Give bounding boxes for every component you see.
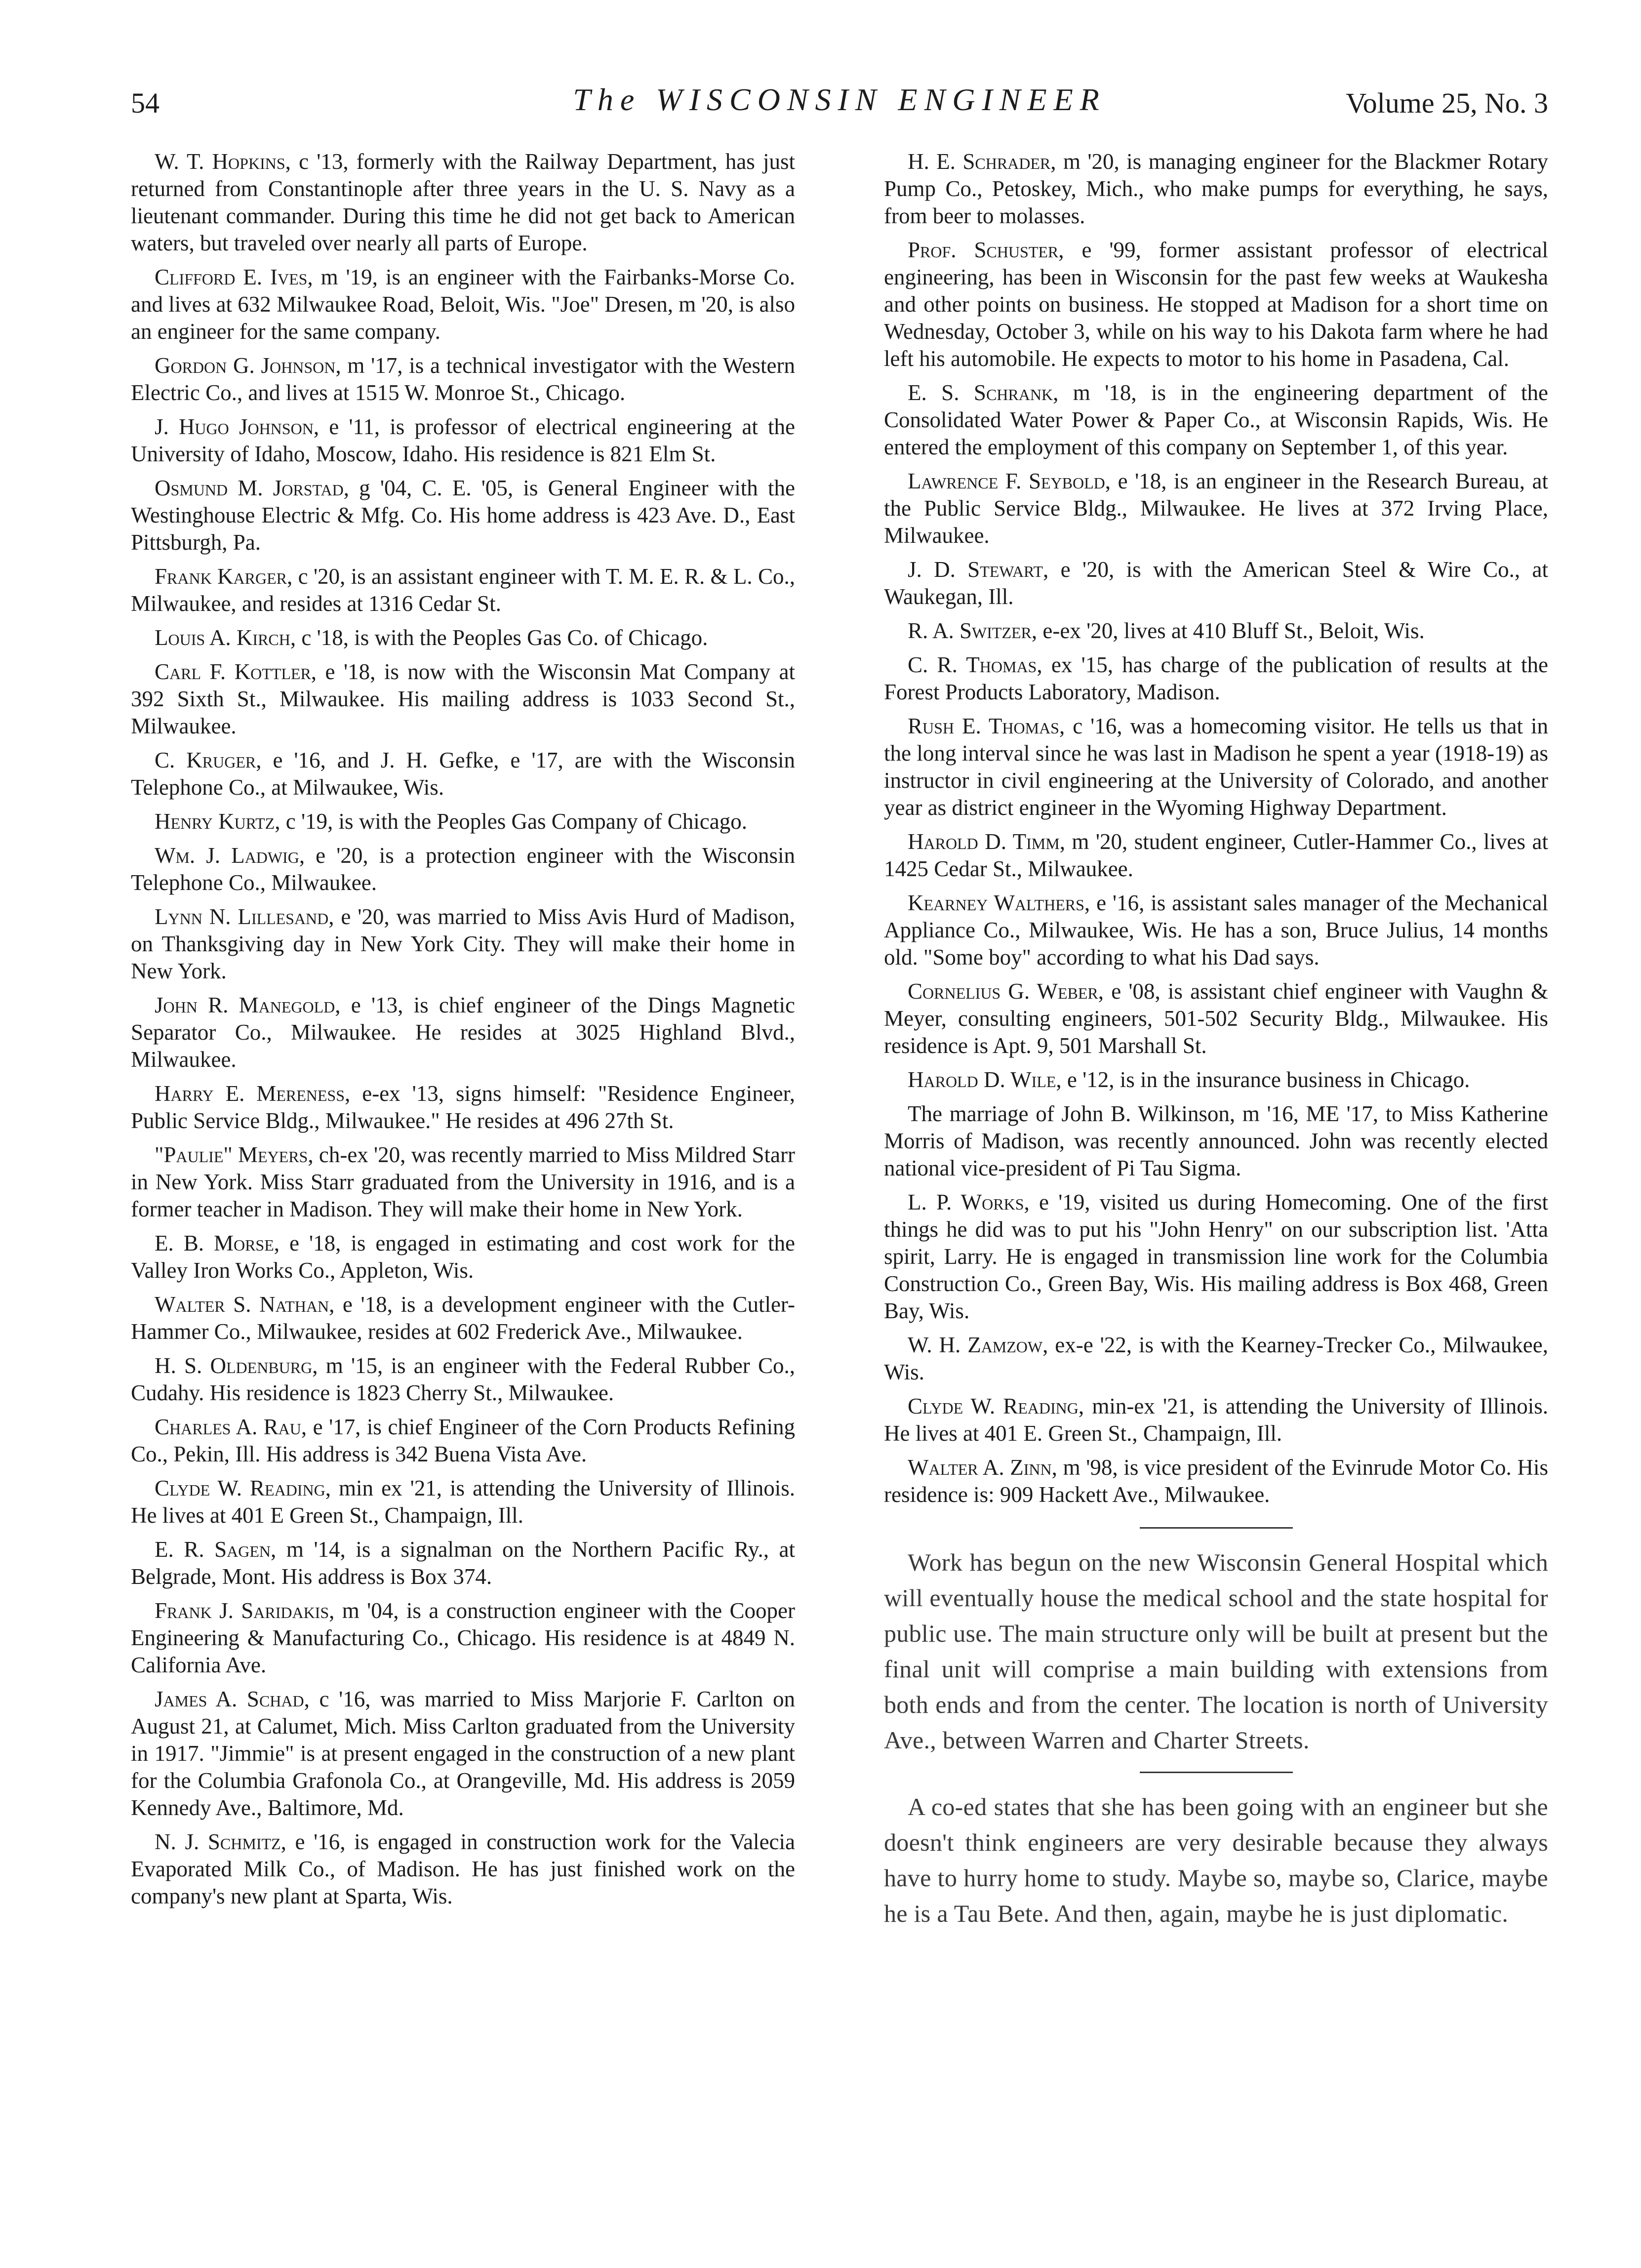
alumni-name: Clyde W. Reading	[908, 1394, 1079, 1418]
alumni-name: Prof. Schuster	[908, 238, 1059, 262]
alumni-name: C. R. Thomas	[908, 652, 1037, 677]
alumni-name: Cornelius G. Weber	[908, 979, 1098, 1004]
alumni-text: , m '18, is in the engineering department of the Consolidated Water Power & Paper Co., at Wisconsin Rapids, Wis. He entered the employment of this company on September 1, of this year.	[884, 380, 1549, 459]
hospital-note: Work has begun on the new Wisconsin General Hospital which will eventually house the medical school and the state hospital for public use. The main structure only will be built at present but the final unit will comprise a main building with extensions from both ends and from the center. The location is north of University Ave., between Warren and Charter Streets.	[884, 1548, 1548, 1754]
alumni-text: The marriage of John B. Wilkinson, m '16, ME '17, to Miss Katherine Morris of Madison, was recently announced. John was recently elected national vice-president of Pi Tau Sigma.	[884, 1101, 1548, 1180]
alumni-entry	[131, 1080, 795, 1134]
alumni-text: , e '08, is assistant chief engineer with Vaughn & Meyer, consulting engineers, 501-502 Security Bldg., Milwaukee. His residence is Apt. 9, 501 Marshall St.	[884, 979, 1548, 1058]
alumni-text: , m '15, is an engineer with the Federal Rubber Co., Cudahy. His residence is 1823 Cherry St., Milwaukee.	[131, 1353, 795, 1405]
alumni-entry	[131, 658, 795, 740]
alumni-name: L. P. Works	[908, 1190, 1024, 1215]
alumni-entry	[131, 992, 795, 1073]
alumni-name: Walter A. Zinn	[908, 1455, 1052, 1480]
alumni-entry	[884, 1393, 1548, 1447]
alumni-text: , e-ex '13, signs himself: "Residence Engineer, Public Service Bldg., Milwaukee." He resides at 496 27th St.	[131, 1081, 796, 1133]
alumni-name: Walter S. Nathan	[155, 1292, 329, 1317]
alumni-entry	[131, 1536, 795, 1590]
alumni-name: H. S. Oldenburg	[155, 1353, 313, 1378]
alumni-entry	[131, 1597, 795, 1679]
alumni-name: W. T. Hopkins	[155, 149, 285, 174]
alumni-name: "Paulie" Meyers	[155, 1142, 308, 1167]
alumni-text: , e '11, is professor of electrical engineering at the University of Idaho, Moscow, Idaho. His residence is 821 Elm St.	[131, 414, 795, 466]
alumni-name: Frank Karger	[155, 564, 287, 589]
alumni-entry	[884, 556, 1548, 610]
alumni-entry	[131, 808, 795, 835]
alumni-entry	[884, 148, 1548, 230]
alumni-entry	[131, 842, 795, 896]
alumni-entry	[131, 413, 795, 468]
alumni-entry	[131, 1141, 795, 1223]
alumni-entry	[131, 1828, 795, 1910]
alumni-name: J. Hugo Johnson	[155, 414, 314, 439]
alumni-text: , e '20, is a protection engineer with the Wisconsin Telephone Co., Milwaukee.	[131, 843, 795, 895]
alumni-text: , ex '15, has charge of the publication of results at the Forest Products Laboratory, Madison.	[884, 652, 1548, 704]
alumni-entry	[131, 1414, 795, 1468]
alumni-text: , e '20, was married to Miss Avis Hurd of Madison, on Thanksgiving day in New York City. They will make their home in New York.	[131, 904, 796, 983]
alumni-text: , e '18, is an engineer in the Research Bureau, at the Public Service Bldg., Milwaukee. He lives at 372 Irving Place, Milwaukee.	[884, 469, 1548, 548]
alumni-entry	[884, 1332, 1548, 1386]
alumni-name: Frank J. Saridakis	[155, 1598, 329, 1623]
alumni-entry	[884, 1454, 1548, 1508]
alumni-name: W. H. Zamzow	[908, 1333, 1043, 1357]
alumni-text: , ch-ex '20, was recently married to Miss Mildred Starr in New York. Miss Starr graduated from the University in 1916, and is a former teacher in Madison. They will make their home in New York.	[131, 1142, 795, 1221]
alumni-text: , c '13, formerly with the Railway Department, has just returned from Constantinople after three years in the U. S. Navy as a lieutenant commander. During this time he did not get back to American waters, but traveled over nearly all parts of Europe.	[131, 149, 795, 255]
alumni-name: Osmund M. Jorstad	[155, 476, 344, 500]
right-column	[884, 148, 1548, 1931]
alumni-name: H. E. Schrader	[908, 149, 1051, 174]
alumni-name: Henry Kurtz	[155, 809, 275, 834]
alumni-name: Kearney Walthers	[908, 891, 1084, 915]
alumni-entry	[131, 1475, 795, 1529]
alumni-entry	[884, 617, 1548, 645]
alumni-entry	[131, 747, 795, 801]
alumni-entry	[884, 713, 1548, 821]
alumni-text: , e '12, is in the insurance business in Chicago.	[1056, 1067, 1470, 1092]
alumni-text: , m '20, is managing engineer for the Blackmer Rotary Pump Co., Petoskey, Mich., who make pumps for everything, he says, from beer to molasses.	[884, 149, 1548, 228]
alumni-entry	[884, 1189, 1548, 1325]
alumni-text: , g '04, C. E. '05, is General Engineer with the Westinghouse Electric & Mfg. Co. His home address is 423 Ave. D., East Pittsburgh, Pa.	[131, 476, 795, 555]
alumni-text: , c '16, was a homecoming visitor. He tells us that in the long interval since he was last in Madison he spent a year (1918-19) as instructor in civil engineering at the University of Colorado, and another year as district engineer in the Wyoming Highway Department.	[884, 714, 1548, 820]
alumni-entry	[131, 563, 795, 617]
alumni-name: Harry E. Mereness	[155, 1081, 345, 1106]
alumni-name: Carl F. Kottler	[155, 659, 311, 684]
alumni-entry	[131, 1352, 795, 1407]
alumni-entry	[131, 1230, 795, 1284]
alumni-text: , m '20, student engineer, Cutler-Hammer Co., lives at 1425 Cedar St., Milwaukee.	[884, 829, 1549, 881]
alumni-entry	[884, 890, 1548, 971]
alumni-entry	[884, 468, 1548, 549]
alumni-text: , m '98, is vice president of the Evinrude Motor Co. His residence is: 909 Hackett Ave., Milwaukee.	[884, 1455, 1548, 1507]
alumni-name: Harold D. Wile	[908, 1067, 1056, 1092]
alumni-text: , e '16, is engaged in construction work for the Valecia Evaporated Milk Co., of Madison. He has just finished work on the company's new plant at Sparta, Wis.	[131, 1829, 795, 1908]
alumni-text: , min ex '21, is attending the University of Illinois. He lives at 401 E Green St., Champaign, Ill.	[131, 1476, 795, 1528]
alumni-name: John R. Manegold	[155, 993, 335, 1017]
alumni-name: E. S. Schrank	[908, 380, 1053, 405]
alumni-text: , e '20, is with the American Steel & Wire Co., at Waukegan, Ill.	[884, 557, 1548, 609]
alumni-name: Wm. J. Ladwig	[155, 843, 299, 868]
alumni-name: E. B. Morse	[155, 1231, 274, 1256]
alumni-text: , m '04, is a construction engineer with the Cooper Engineering & Manufacturing Co., Chicago. His residence is at 4849 N. California Ave.	[131, 1598, 795, 1677]
alumni-text: , min-ex '21, is attending the University of Illinois. He lives at 401 E. Green St., Champaign, Ill.	[884, 1394, 1549, 1446]
alumni-text: , e '18, is a development engineer with the Cutler-Hammer Co., Milwaukee, resides at 602 Frederick Ave., Milwaukee.	[131, 1292, 795, 1344]
alumni-text: , c '19, is with the Peoples Gas Company of Chicago.	[275, 809, 747, 834]
alumni-text: , m '19, is an engineer with the Fairbanks-Morse Co. and lives at 632 Milwaukee Road, Beloit, Wis. "Joe" Dresen, m '20, is also an engineer for the same company.	[131, 265, 795, 344]
alumni-name: J. D. Stewart	[908, 557, 1043, 582]
alumni-text: , m '17, is a technical investigator with the Western Electric Co., and lives at 1515 W. Monroe St., Chicago.	[131, 353, 795, 405]
alumni-text: , e '99, former assistant professor of electrical engineering, has been in Wisconsin for the past few weeks at Waukesha and other points on business. He stopped at Madison for a short time on Wednesday, October 3, while on his way to his Dakota farm where he had left his automobile. He expects to motor to his home in Pasadena, Cal.	[884, 238, 1548, 371]
alumni-text: , e '19, visited us during Homecoming. One of the first things he did was to put his "John Henry" on our subscription list. 'Atta spirit, Larry. He is engaged in transmission line work for the Columbia Construction Co., Green Bay, Wis. His mailing address is Box 468, Green Bay, Wis.	[884, 1190, 1549, 1323]
alumni-entry	[884, 379, 1548, 461]
alumni-name: C. Kruger	[155, 748, 256, 772]
alumni-text: , c '20, is an assistant engineer with T. M. E. R. & L. Co., Milwaukee, and resides at 1316 Cedar St.	[131, 564, 796, 616]
divider	[1140, 1772, 1293, 1773]
alumni-entry	[884, 828, 1548, 883]
alumni-text: , e-ex '20, lives at 410 Bluff St., Beloit, Wis.	[1031, 618, 1425, 643]
left-column	[131, 148, 795, 1917]
alumni-text: , e '17, is chief Engineer of the Corn Products Refining Co., Pekin, Ill. His address is 342 Buena Vista Ave.	[131, 1415, 795, 1466]
alumni-text: , ex-e '22, is with the Kearney-Trecker Co., Milwaukee, Wis.	[884, 1333, 1549, 1384]
page-header	[131, 81, 1548, 126]
alumni-text: , e '16, is assistant sales manager of the Mechanical Appliance Co., Milwaukee, Wis. He has a son, Bruce Julius, 14 months old. "Some boy" according to what his Dad says.	[884, 891, 1548, 970]
alumni-entry	[131, 352, 795, 406]
co-ed-note: A co-ed states that she has been going with an engineer but she doesn't think engineers are very desirable because they always have to hurry home to study. Maybe so, maybe so, Clarice, maybe he is a Tau Bete. And then, again, maybe he is just diplomatic.	[884, 1793, 1548, 1927]
divider	[1140, 1527, 1293, 1529]
alumni-entry	[131, 1686, 795, 1822]
notes-section	[884, 1527, 1548, 1931]
volume-info: Volume 25, No. 3	[1346, 87, 1548, 119]
journal-title: The WISCONSIN ENGINEER	[573, 82, 1106, 117]
alumni-entry	[131, 903, 795, 985]
alumni-name: Gordon G. Johnson	[155, 353, 336, 378]
alumni-text: , e '18, is now with the Wisconsin Mat Company at 392 Sixth St., Milwaukee. His mailing address is 1033 Second St., Milwaukee.	[131, 659, 796, 738]
alumni-entry	[884, 978, 1548, 1059]
alumni-entry	[131, 475, 795, 556]
alumni-name: Harold D. Timm	[908, 829, 1060, 854]
alumni-text: , e '18, is engaged in estimating and cost work for the Valley Iron Works Co., Appleton, Wis.	[131, 1231, 795, 1283]
alumni-text: , e '16, and J. H. Gefke, e '17, are with the Wisconsin Telephone Co., at Milwaukee, Wis.	[131, 748, 795, 800]
alumni-name: Louis A. Kirch	[155, 625, 290, 650]
alumni-entry	[884, 237, 1548, 372]
alumni-name: E. R. Sagen	[155, 1537, 271, 1562]
alumni-name: N. J. Schmitz	[155, 1829, 281, 1854]
alumni-name: Lawrence F. Seybold	[908, 469, 1105, 493]
alumni-name: Lynn N. Lillesand	[155, 904, 329, 929]
alumni-name: James A. Schad	[155, 1687, 304, 1711]
alumni-text: , m '14, is a signalman on the Northern Pacific Ry., at Belgrade, Mont. His address is Box 374.	[131, 1537, 795, 1589]
alumni-entry	[131, 1291, 795, 1345]
alumni-name: Clyde W. Reading	[155, 1476, 325, 1500]
alumni-name: Charles A. Rau	[155, 1415, 301, 1439]
alumni-entry	[884, 1100, 1548, 1182]
alumni-name: Rush E. Thomas	[908, 714, 1059, 738]
alumni-text: , e '13, is chief engineer of the Dings Magnetic Separator Co., Milwaukee. He resides at 3025 Highland Blvd., Milwaukee.	[131, 993, 795, 1072]
alumni-entry	[131, 624, 795, 651]
alumni-name: Clifford E. Ives	[155, 265, 308, 289]
alumni-entry	[131, 264, 795, 345]
alumni-text: , c '16, was married to Miss Marjorie F. Carlton on August 21, at Calumet, Mich. Miss Carlton graduated from the University in 1917. "Jimmie" is at present engaged in the construction of a new plant for the Columbia Grafonola Co., at Orangeville, Md. His address is 2059 Kennedy Ave., Baltimore, Md.	[131, 1687, 795, 1820]
alumni-entry	[131, 148, 795, 257]
alumni-name: R. A. Switzer	[908, 618, 1032, 643]
alumni-entry	[884, 1066, 1548, 1094]
page-number: 54	[131, 87, 160, 119]
alumni-text: , c '18, is with the Peoples Gas Co. of Chicago.	[290, 625, 708, 650]
alumni-entry	[884, 651, 1548, 706]
